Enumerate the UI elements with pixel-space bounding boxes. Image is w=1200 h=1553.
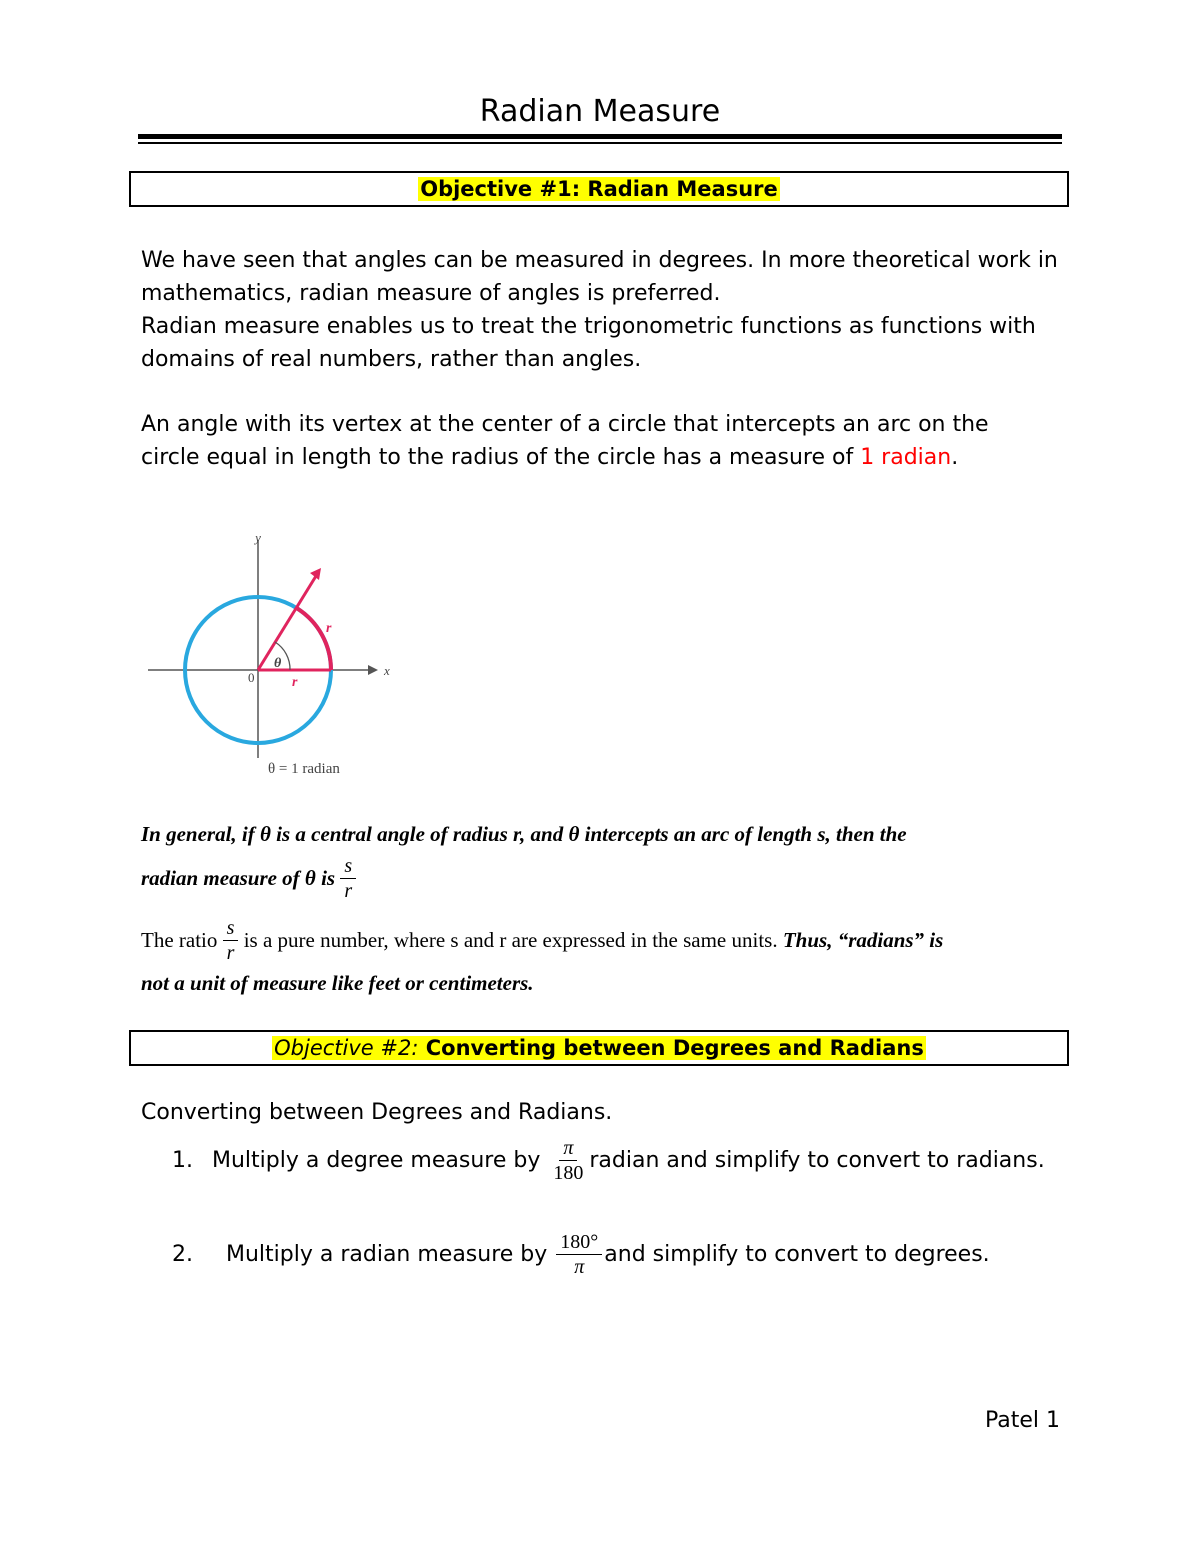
page-title: Radian Measure xyxy=(479,94,721,129)
intro-line-3: Radian measure enables us to treat the trigonometric functions as functions with xyxy=(141,314,1036,339)
objective-2-heading: Objective #2: Converting between Degrees and Radians xyxy=(274,1036,924,1060)
arc-length-r xyxy=(297,609,331,670)
one-radian-highlight: 1 radian xyxy=(860,445,952,470)
x-axis-arrow-icon xyxy=(368,665,378,675)
ratio-fraction: $\frac{s}{r}$ xyxy=(223,918,239,963)
x-axis-label: x xyxy=(384,663,390,678)
page-footer: Patel 1 xyxy=(984,1408,1060,1433)
step-2: 2. Multiply a radian measure by $\frac{180^\circ}{\pi}$ and simplify to convert to degrees. xyxy=(172,1231,990,1278)
definition-line-2: circle equal in length to the radius of the circle has a measure of 1 radian. xyxy=(141,445,959,470)
s-over-r-fraction: $\frac{s}{r}$ xyxy=(340,856,356,901)
intro-paragraph xyxy=(141,244,1071,376)
radian-diagram xyxy=(140,520,400,790)
step-1: 1. Multiply a degree measure by $\frac{\pi}{180}$ radian and simplify to convert to radians. xyxy=(172,1137,1045,1184)
objective-1-heading: Objective #1: Radian Measure xyxy=(420,177,778,201)
definition-line-1: An angle with its vertex at the center of a circle that intercepts an arc on the xyxy=(141,412,989,437)
radius-r-label: r xyxy=(292,675,298,690)
general-line-2: radian measure of θ is $\frac{s}{r}$ xyxy=(141,856,356,901)
general-line-1: In general, if θ is a central angle of radius r, and θ intercepts an arc of length s, then the xyxy=(141,822,907,846)
title-rule-thick xyxy=(138,134,1062,139)
y-axis-label: y xyxy=(255,530,261,545)
figure-caption: θ = 1 radian xyxy=(268,761,340,777)
intro-line-2: mathematics, radian measure of angles is preferred. xyxy=(141,281,721,306)
pi-over-180-fraction: $\frac{\pi}{180}$ xyxy=(553,1137,584,1184)
theta-label: θ xyxy=(274,656,282,671)
arc-r-label: r xyxy=(326,621,332,636)
definition-paragraph xyxy=(141,408,1071,474)
ratio-line-1: The ratio $\frac{s}{r}$ is a pure number, where s and r are expressed in the same units. Thus, “radians” is xyxy=(141,917,944,964)
objective-2-box xyxy=(129,1030,1069,1066)
180-over-pi-fraction: $\frac{180^\circ}{\pi}$ xyxy=(556,1232,602,1277)
intro-line-1: We have seen that angles can be measured in degrees. In more theoretical work in xyxy=(141,248,1058,273)
objective-1-box xyxy=(129,171,1069,207)
origin-label: 0 xyxy=(248,670,255,685)
intro-line-4: domains of real numbers, rather than angles. xyxy=(141,347,642,372)
converting-heading: Converting between Degrees and Radians. xyxy=(141,1100,613,1125)
ratio-line-2: not a unit of measure like feet or centimeters. xyxy=(141,971,534,995)
title-rule-thin xyxy=(138,142,1062,144)
